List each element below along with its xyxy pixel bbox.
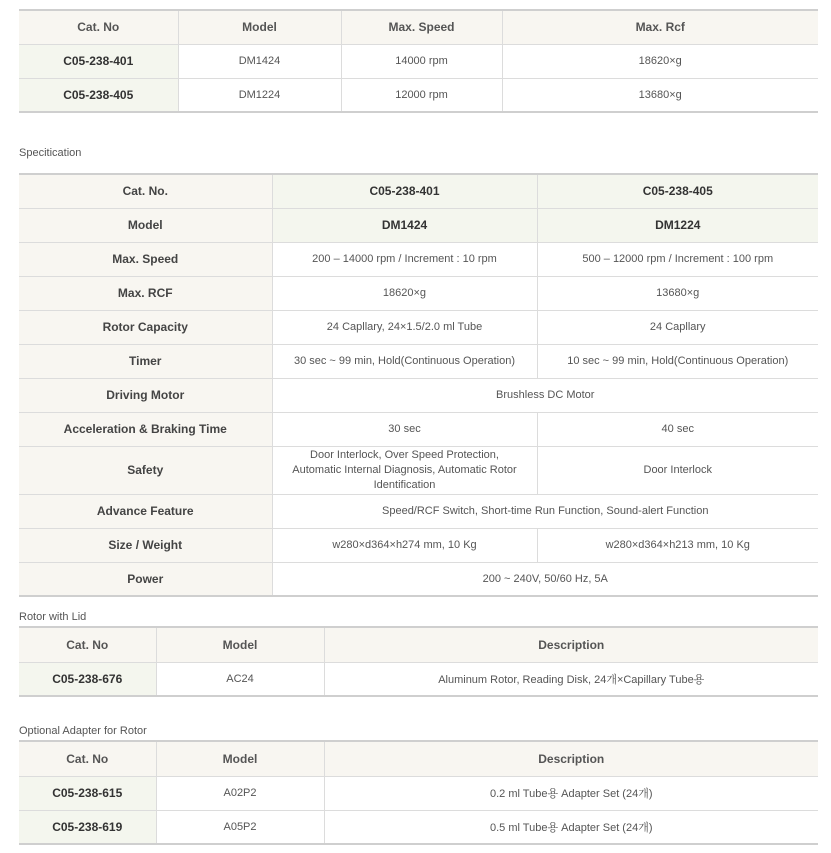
- header-cat-no: Cat. No: [19, 741, 156, 776]
- speed-cell: 12000 rpm: [341, 78, 502, 112]
- adapter-table: [19, 740, 818, 845]
- description-cell: 0.2 ml Tube용 Adapter Set (24개): [324, 776, 818, 810]
- header-max-rcf: Max. Rcf: [502, 10, 818, 44]
- table-row: [19, 242, 818, 276]
- spec-label: Size / Weight: [19, 528, 272, 562]
- spec-value: 200 ~ 240V, 50/60 Hz, 5A: [272, 562, 818, 596]
- model-cell: AC24: [156, 662, 324, 696]
- table-row: [19, 412, 818, 446]
- table-row: [19, 528, 818, 562]
- spec-col2: C05-238-405: [537, 174, 818, 208]
- spec-label: Safety: [19, 446, 272, 494]
- models-table: [19, 9, 818, 113]
- table-row: [19, 776, 818, 810]
- table-row: [19, 378, 818, 412]
- rotor-caption: Rotor with Lid: [19, 611, 87, 623]
- table-row: [19, 446, 818, 494]
- spec-label: Advance Feature: [19, 494, 272, 528]
- table-row: [19, 344, 818, 378]
- model-cell: DM1224: [178, 78, 341, 112]
- spec-label: Driving Motor: [19, 378, 272, 412]
- table-row: [19, 494, 818, 528]
- spec-value: 200 – 14000 rpm / Increment : 10 rpm: [272, 242, 537, 276]
- spec-value: 24 Capllary, 24×1.5/2.0 ml Tube: [272, 310, 537, 344]
- spec-header-label: Cat. No.: [19, 174, 272, 208]
- spec-label: Max. Speed: [19, 242, 272, 276]
- table-row: [19, 662, 818, 696]
- spec-label: Max. RCF: [19, 276, 272, 310]
- spec-value: 13680×g: [537, 276, 818, 310]
- spec-col1: C05-238-401: [272, 174, 537, 208]
- header-model: Model: [156, 627, 324, 662]
- spec-caption: Specitication: [19, 147, 82, 159]
- model-cell: A05P2: [156, 810, 324, 844]
- spec-label: Rotor Capacity: [19, 310, 272, 344]
- rcf-cell: 13680×g: [502, 78, 818, 112]
- table-row: [19, 276, 818, 310]
- spec-value: 30 sec ~ 99 min, Hold(Continuous Operation): [272, 344, 537, 378]
- spec-value: 10 sec ~ 99 min, Hold(Continuous Operation): [537, 344, 818, 378]
- header-cat-no: Cat. No: [19, 10, 178, 44]
- spec-table: [19, 173, 818, 597]
- cat-no-cell: C05-238-619: [19, 810, 156, 844]
- cat-no-cell: C05-238-615: [19, 776, 156, 810]
- description-cell: Aluminum Rotor, Reading Disk, 24개×Capillary Tube용: [324, 662, 818, 696]
- spec-value: w280×d364×h274 mm, 10 Kg: [272, 528, 537, 562]
- header-model: Model: [156, 741, 324, 776]
- speed-cell: 14000 rpm: [341, 44, 502, 78]
- rotor-table: [19, 626, 818, 697]
- model-cell: A02P2: [156, 776, 324, 810]
- spec-value: Brushless DC Motor: [272, 378, 818, 412]
- spec-value: 30 sec: [272, 412, 537, 446]
- spec-value: DM1424: [272, 208, 537, 242]
- header-description: Description: [324, 741, 818, 776]
- header-model: Model: [178, 10, 341, 44]
- spec-value: Door Interlock: [537, 446, 818, 494]
- spec-label: Model: [19, 208, 272, 242]
- header-description: Description: [324, 627, 818, 662]
- cat-no-cell: C05-238-405: [19, 78, 178, 112]
- table-row: [19, 310, 818, 344]
- spec-value: 24 Capllary: [537, 310, 818, 344]
- spec-label: Acceleration & Braking Time: [19, 412, 272, 446]
- header-max-speed: Max. Speed: [341, 10, 502, 44]
- spec-value: w280×d364×h213 mm, 10 Kg: [537, 528, 818, 562]
- adapter-caption: Optional Adapter for Rotor: [19, 725, 147, 737]
- spec-label: Power: [19, 562, 272, 596]
- table-row: [19, 44, 818, 78]
- spec-value: Speed/RCF Switch, Short-time Run Function, Sound-alert Function: [272, 494, 818, 528]
- cat-no-cell: C05-238-401: [19, 44, 178, 78]
- spec-value: 500 – 12000 rpm / Increment : 100 rpm: [537, 242, 818, 276]
- spec-value: Door Interlock, Over Speed Protection, Automatic Internal Diagnosis, Automatic Rotor Identification: [272, 446, 537, 494]
- description-cell: 0.5 ml Tube용 Adapter Set (24개): [324, 810, 818, 844]
- model-cell: DM1424: [178, 44, 341, 78]
- spec-value: 18620×g: [272, 276, 537, 310]
- header-cat-no: Cat. No: [19, 627, 156, 662]
- table-row: [19, 562, 818, 596]
- spec-value: DM1224: [537, 208, 818, 242]
- spec-label: Timer: [19, 344, 272, 378]
- table-row: [19, 208, 818, 242]
- rcf-cell: 18620×g: [502, 44, 818, 78]
- table-row: [19, 810, 818, 844]
- spec-value: 40 sec: [537, 412, 818, 446]
- table-row: [19, 78, 818, 112]
- cat-no-cell: C05-238-676: [19, 662, 156, 696]
